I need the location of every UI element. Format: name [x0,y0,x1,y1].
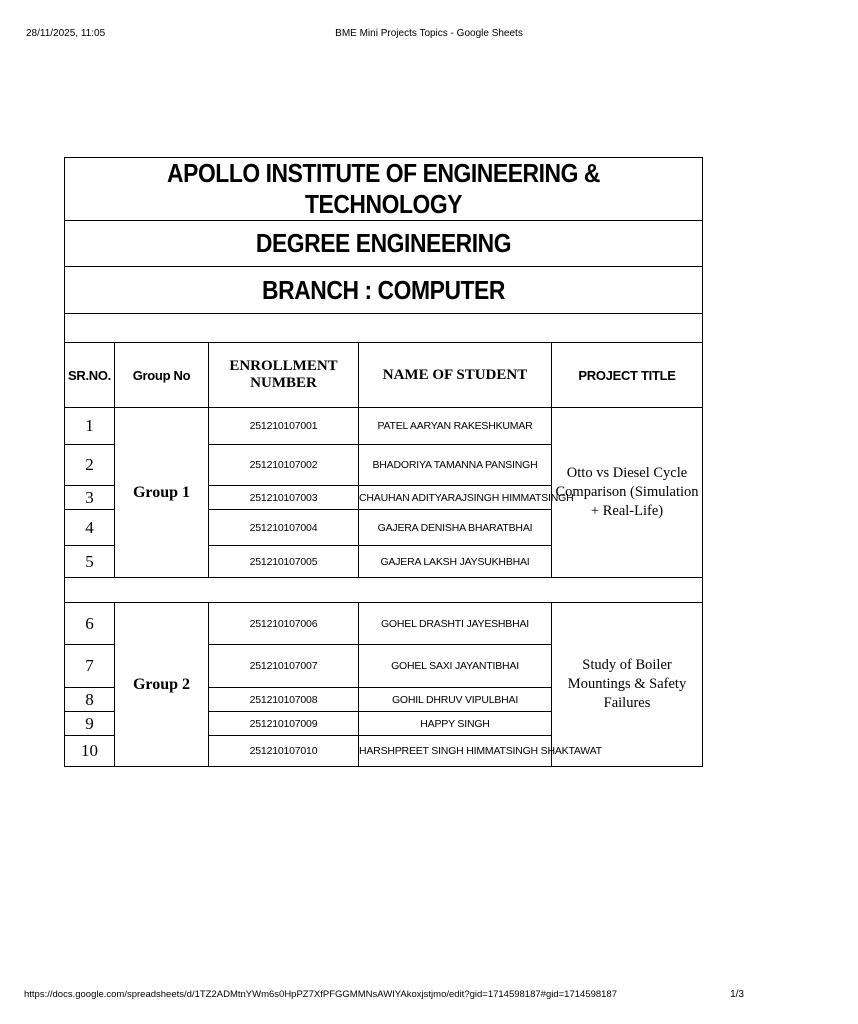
print-page-number: 1/3 [730,989,744,1000]
project-title-cell: Otto vs Diesel Cycle Comparison (Simulation + Real-Life) [552,408,703,578]
sr-cell: 9 [65,712,115,736]
enrollment-cell: 251210107008 [209,688,359,712]
branch-title: BRANCH : COMPUTER [262,274,505,305]
table-row [65,408,703,445]
sr-cell: 8 [65,688,115,712]
project-title-cell: Study of Boiler Mountings & Safety Failures [552,603,703,767]
name-cell: GAJERA LAKSH JAYSUKHBHAI [359,546,552,578]
name-cell: HAPPY SINGH [359,712,552,736]
name-cell: GOHEL DRASHTI JAYESHBHAI [359,603,552,645]
col-header-project: PROJECT TITLE [552,343,703,408]
sr-cell: 4 [65,510,115,546]
enrollment-cell: 251210107007 [209,645,359,688]
enrollment-cell: 251210107004 [209,510,359,546]
group-separator-row [65,578,703,603]
col-header-enrollment: ENROLLMENT NUMBER [209,343,359,408]
title-row-branch [65,267,703,314]
group-cell: Group 2 [115,603,209,767]
enrollment-cell: 251210107002 [209,445,359,486]
spreadsheet-table [64,157,703,767]
name-cell: GOHEL SAXI JAYANTIBHAI [359,645,552,688]
title-row-degree [65,221,703,267]
col-header-group: Group No [115,343,209,408]
sr-cell: 3 [65,486,115,510]
name-cell: BHADORIYA TAMANNA PANSINGH [359,445,552,486]
print-document-title: BME Mini Projects Topics - Google Sheets [335,28,523,39]
col-header-name: NAME OF STUDENT [359,343,552,408]
sr-cell: 7 [65,645,115,688]
enrollment-cell: 251210107009 [209,712,359,736]
table-row [65,603,703,645]
sr-cell: 6 [65,603,115,645]
print-footer-url: https://docs.google.com/spreadsheets/d/1TZ2ADMtnYWm6s0HpPZ7XfPFGGMMNsAWIYAkoxjstjmo/edit?gid=1714598187#gid=1714598187 [24,989,618,1000]
degree-title: DEGREE ENGINEERING [255,228,512,258]
sr-cell: 5 [65,546,115,578]
name-cell: GOHIL DHRUV VIPULBHAI [359,688,552,712]
enrollment-cell: 251210107005 [209,546,359,578]
enrollment-cell: 251210107003 [209,486,359,510]
name-cell: GAJERA DENISHA BHARATBHAI [359,510,552,546]
sr-cell: 10 [65,736,115,767]
name-cell: CHAUHAN ADITYARAJSINGH HIMMATSINGH [359,486,552,510]
group-cell: Group 1 [115,408,209,578]
sr-cell: 1 [65,408,115,445]
blank-row [65,314,703,343]
name-cell: HARSHPREET SINGH HIMMATSINGH SHAKTAWAT [359,736,552,767]
enrollment-cell: 251210107006 [209,603,359,645]
name-cell: PATEL AARYAN RAKESHKUMAR [359,408,552,445]
title-row-institute [65,158,703,221]
enrollment-cell: 251210107010 [209,736,359,767]
col-header-sr: SR.NO. [65,343,115,408]
print-datetime: 28/11/2025, 11:05 [26,28,106,39]
institute-title: APOLLO INSTITUTE OF ENGINEERING & TECHNOLOGY [167,158,600,219]
enrollment-cell: 251210107001 [209,408,359,445]
sr-cell: 2 [65,445,115,486]
column-header-row [65,343,703,408]
